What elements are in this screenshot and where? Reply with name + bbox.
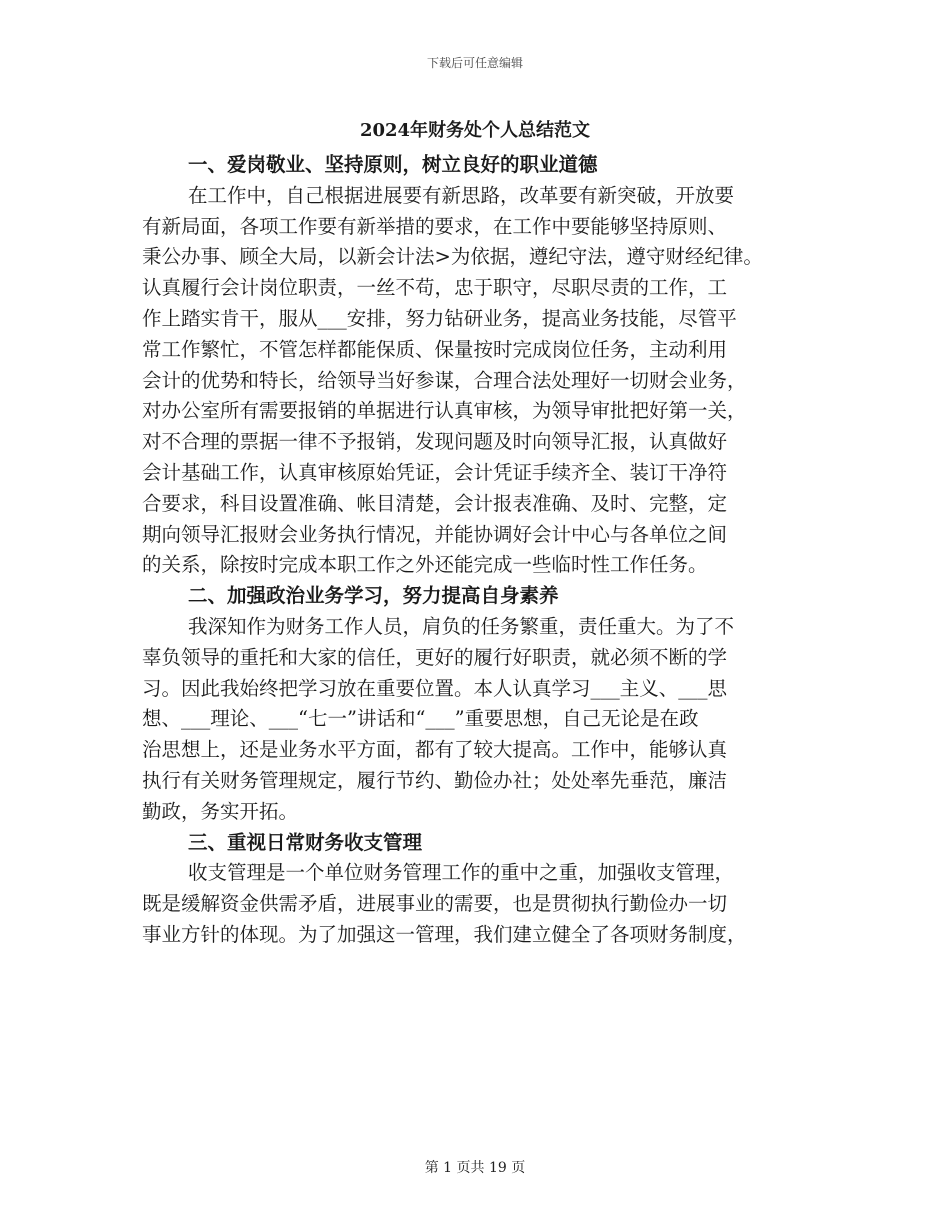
page-number-footer: 第 1 页共 19 页: [424, 1160, 526, 1176]
paragraph-line: 常工作繁忙，不管怎样都能保质、保量按时完成岗位任务，主动利用: [142, 337, 728, 361]
paragraph-line: 辜负领导的重托和大家的信任，更好的履行好职责，就必须不断的学: [142, 645, 728, 669]
document-body: [142, 150, 822, 951]
section-heading: 二、加强政治业务学习，努力提高自身素养: [188, 584, 559, 608]
paragraph-line: 事业方针的体现。为了加强这一管理，我们建立健全了各项财务制度，: [142, 922, 747, 946]
paragraph-line: 合要求，科目设置准确、帐目清楚，会计报表准确、及时、完整，定: [142, 491, 728, 515]
paragraph-line: 在工作中，自己根据进展要有新思路，改革要有新突破，开放要: [188, 183, 735, 207]
paragraph-line: 期向领导汇报财会业务执行情况，并能协调好会计中心与各单位之间: [142, 522, 728, 546]
paragraph-line: 收支管理是一个单位财务管理工作的重中之重，加强收支管理，: [188, 861, 735, 885]
paragraph-line: 的关系，除按时完成本职工作之外还能完成一些临时性工作任务。: [142, 553, 708, 577]
section-heading: 三、重视日常财务收支管理: [188, 830, 423, 854]
paragraph-line: 秉公办事、顾全大局，以新会计法>为依据，遵纪守法，遵守财经纪律。: [142, 245, 763, 269]
paragraph-line: 习。因此我始终把学习放在重要位置。本人认真学习___主义、___思: [142, 676, 728, 700]
section-heading: 一、爱岗敬业、坚持原则，树立良好的职业道德: [188, 153, 598, 176]
paragraph-line: 对办公室所有需要报销的单据进行认真审核，为领导审批把好第一关，: [142, 399, 747, 423]
page-header-note: 下载后可任意编辑: [426, 56, 523, 70]
paragraph-line: 执行有关财务管理规定，履行节约、勤俭办社；处处率先垂范，廉洁: [142, 768, 728, 792]
paragraph-line: 作上踏实肯干，服从___安排，努力钻研业务，提高业务技能，尽管平: [142, 306, 737, 330]
paragraph-line: 认真履行会计岗位职责，一丝不苟，忠于职守，尽职尽责的工作，工: [142, 276, 728, 300]
paragraph-line: 有新局面，各项工作要有新举措的要求，在工作中要能够坚持原则、: [142, 214, 728, 238]
paragraph-line: 我深知作为财务工作人员，肩负的任务繁重，责任重大。为了不: [188, 614, 735, 638]
paragraph-line: 想、___理论、___“七一”讲话和“___”重要思想，自己无论是在政: [142, 707, 699, 731]
paragraph-line: 勤政，务实开拓。: [142, 799, 299, 823]
paragraph-line: 会计基础工作，认真审核原始凭证，会计凭证手续齐全、装订干净符: [142, 460, 728, 484]
paragraph-line: 既是缓解资金供需矛盾，进展事业的需要，也是贯彻执行勤俭办一切: [142, 892, 728, 916]
paragraph-line: 会计的优势和特长，给领导当好参谋，合理合法处理好一切财会业务，: [142, 368, 747, 392]
paragraph-line: 对不合理的票据一律不予报销，发现问题及时向领导汇报，认真做好: [142, 430, 728, 454]
document-title: 2024年财务处个人总结范文: [359, 120, 591, 141]
paragraph-line: 治思想上，还是业务水平方面，都有了较大提高。工作中，能够认真: [142, 738, 728, 762]
